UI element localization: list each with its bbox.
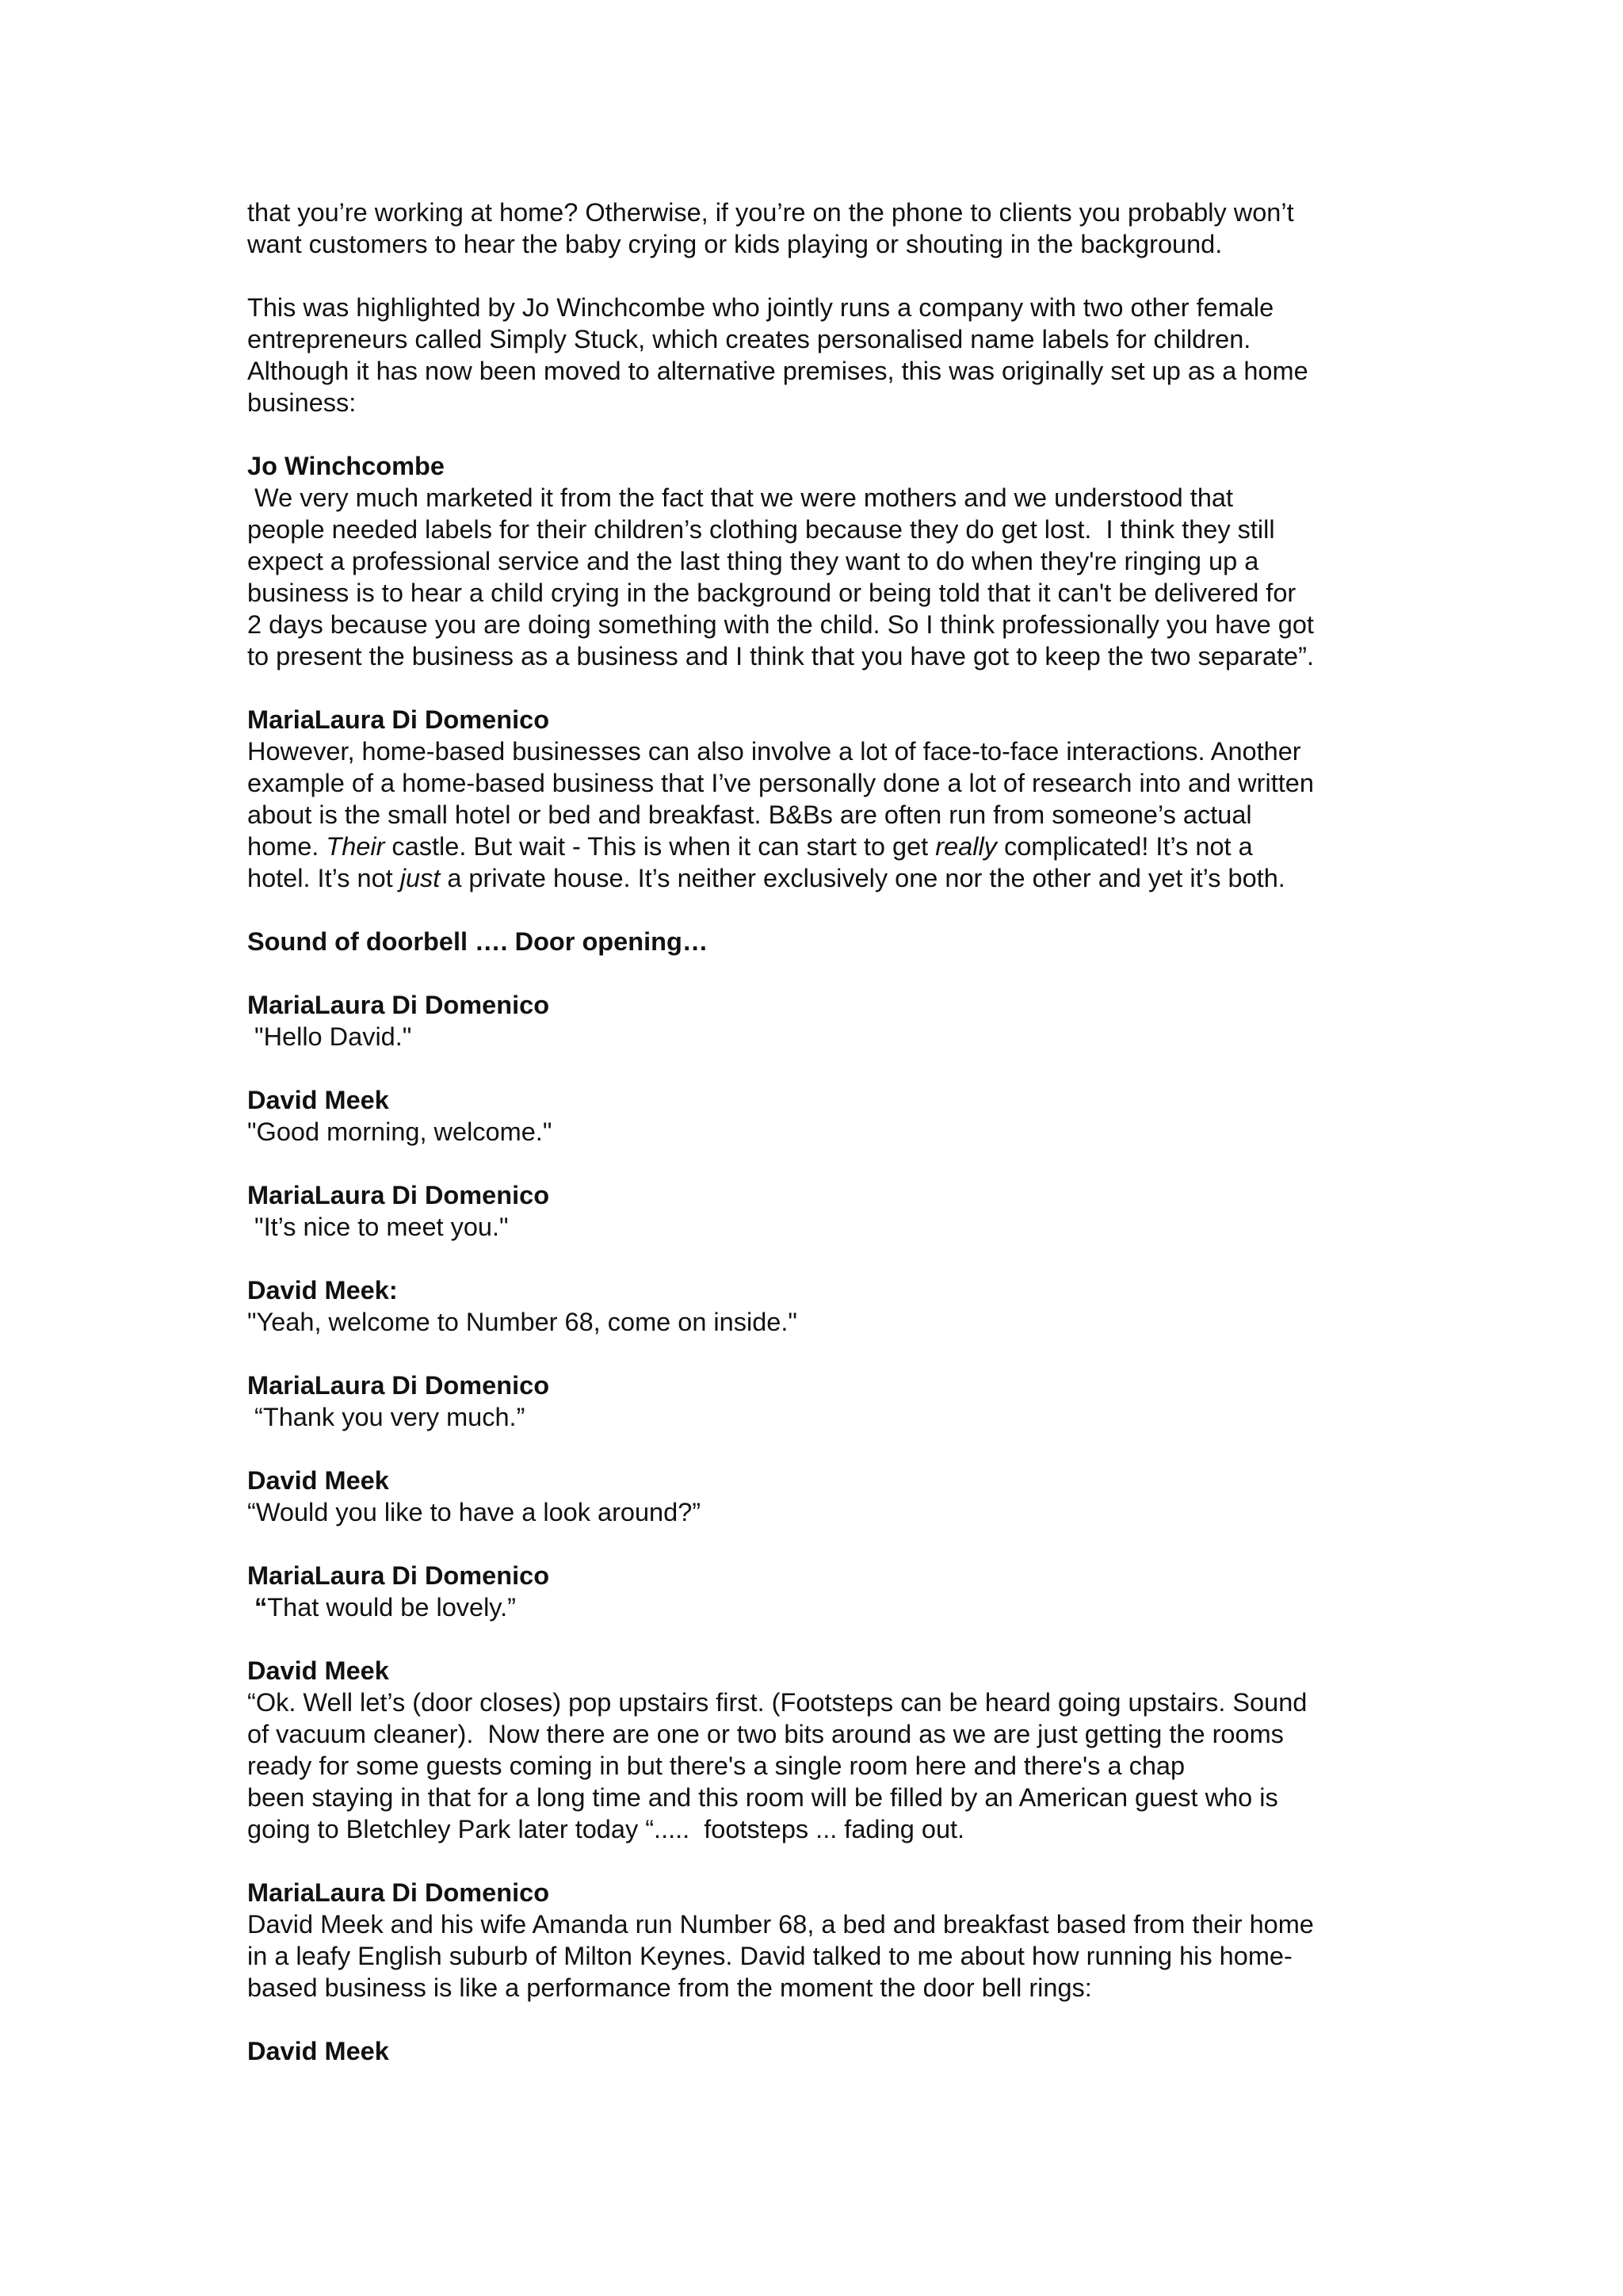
- david-tour-block: [247, 1655, 1396, 1845]
- speaker-name: Jo Winchcombe: [247, 452, 445, 480]
- dialogue-block: [247, 1274, 1396, 1338]
- speaker-name: MariaLaura Di Domenico: [247, 705, 550, 734]
- speaker-name: David Meek: [247, 1656, 389, 1685]
- narration-line: example of a home-based business that I’ve personally done a lot of research into and written: [247, 769, 1314, 797]
- speaker-name: David Meek: [247, 1086, 389, 1114]
- text-run: a private house. It’s neither exclusively one nor the other and yet it’s both.: [440, 864, 1285, 892]
- speech-text: David Meek and his wife Amanda run Number 68, a bed and breakfast based from their home in a leafy English suburb of Milton Keynes. David talked to me about how running his home- based business is like a performance from the moment the door bell rings:: [247, 1910, 1314, 2002]
- italic-text-run: just: [399, 864, 441, 892]
- intro-paragraph-1: that you’re working at home? Otherwise, if you’re on the phone to clients you probably won’t want customers to hear the baby crying or kids playing or shouting in the background.: [247, 198, 1294, 258]
- speaker-name: MariaLaura Di Domenico: [247, 1371, 550, 1400]
- narration-line: about is the small hotel or bed and breakfast. B&Bs are often run from someone’s actual: [247, 800, 1252, 829]
- speech-text: "Yeah, welcome to Number 68, come on inside.": [247, 1308, 797, 1336]
- dialogue-block: [247, 1465, 1396, 1528]
- speech-text: We very much marketed it from the fact that we were mothers and we understood that people needed labels for their children’s clothing because they do get lost. I think they still expect a professional service and the last thing they want to do when they're ringing up a business is to hear a child crying in the background or being told that it can't be delivered for 2 days because you are doing something with the child. So I think professionally you have got to present the business as a business and I think that you have got to keep the two separate”.: [247, 483, 1314, 670]
- bold-open-quote: “: [247, 1593, 268, 1622]
- narration-line: However, home-based businesses can also involve a lot of face-to-face interactions. Another: [247, 737, 1301, 766]
- narration-line: [247, 862, 1396, 894]
- maria-narration-block-2: [247, 1877, 1396, 2004]
- narration-line: [247, 831, 1396, 862]
- maria-narration-block-1: [247, 704, 1396, 894]
- speaker-name: MariaLaura Di Domenico: [247, 1878, 550, 1907]
- speech-text: "Good morning, welcome.": [247, 1117, 552, 1146]
- dialogue-block: [247, 1560, 1396, 1623]
- text-run: complicated! It’s not a: [996, 832, 1253, 861]
- speaker-name: MariaLaura Di Domenico: [247, 1181, 550, 1209]
- speaker-name: David Meek: [247, 1466, 389, 1495]
- italic-text-run: really: [935, 832, 997, 861]
- speaker-name: David Meek: [247, 2037, 389, 2065]
- text-run: home.: [247, 832, 327, 861]
- dialogue-block: [247, 1084, 1396, 1148]
- speech-text: “Thank you very much.”: [247, 1403, 525, 1431]
- dialogue-block: [247, 989, 1396, 1052]
- stage-direction: Sound of doorbell …. Door opening…: [247, 927, 708, 956]
- speaker-name: David Meek:: [247, 1276, 398, 1305]
- text-run: hotel. It’s not: [247, 864, 400, 892]
- speaker-name: MariaLaura Di Domenico: [247, 1561, 550, 1590]
- text-run: castle. But wait - This is when it can start to get: [384, 832, 936, 861]
- speech-text: "It’s nice to meet you.": [247, 1213, 509, 1241]
- speech-text: "Hello David.": [247, 1022, 412, 1051]
- transcript-body: [247, 197, 1396, 2099]
- dialogue-block: [247, 1370, 1396, 1433]
- speech-text: “Would you like to have a look around?”: [247, 1498, 701, 1526]
- jo-winchcombe-block: [247, 450, 1396, 672]
- italic-text-run: Their: [326, 832, 385, 861]
- speech-text: [247, 1591, 1396, 1623]
- intro-paragraph-2: This was highlighted by Jo Winchcombe who jointly runs a company with two other female entrepreneurs called Simply Stuck, which creates personalised name labels for children. Although it has now been moved to alternative premises, this was originally set up as a home business:: [247, 293, 1308, 417]
- speech-text: “Ok. Well let’s (door closes) pop upstairs first. (Footsteps can be heard going upstairs. Sound of vacuum cleaner). Now there are one or two bits around as we are just getting the rooms ready for some guests coming in but there's a single room here and there's a chap been staying in that for a long time and this room will be filled by an American guest who is going to Bletchley Park later today “..... footsteps ... fading out.: [247, 1688, 1308, 1843]
- text-run: That would be lovely.”: [267, 1593, 516, 1622]
- final-speaker-block: [247, 2035, 1396, 2067]
- speaker-name: MariaLaura Di Domenico: [247, 991, 550, 1019]
- dialogue-block: [247, 1179, 1396, 1243]
